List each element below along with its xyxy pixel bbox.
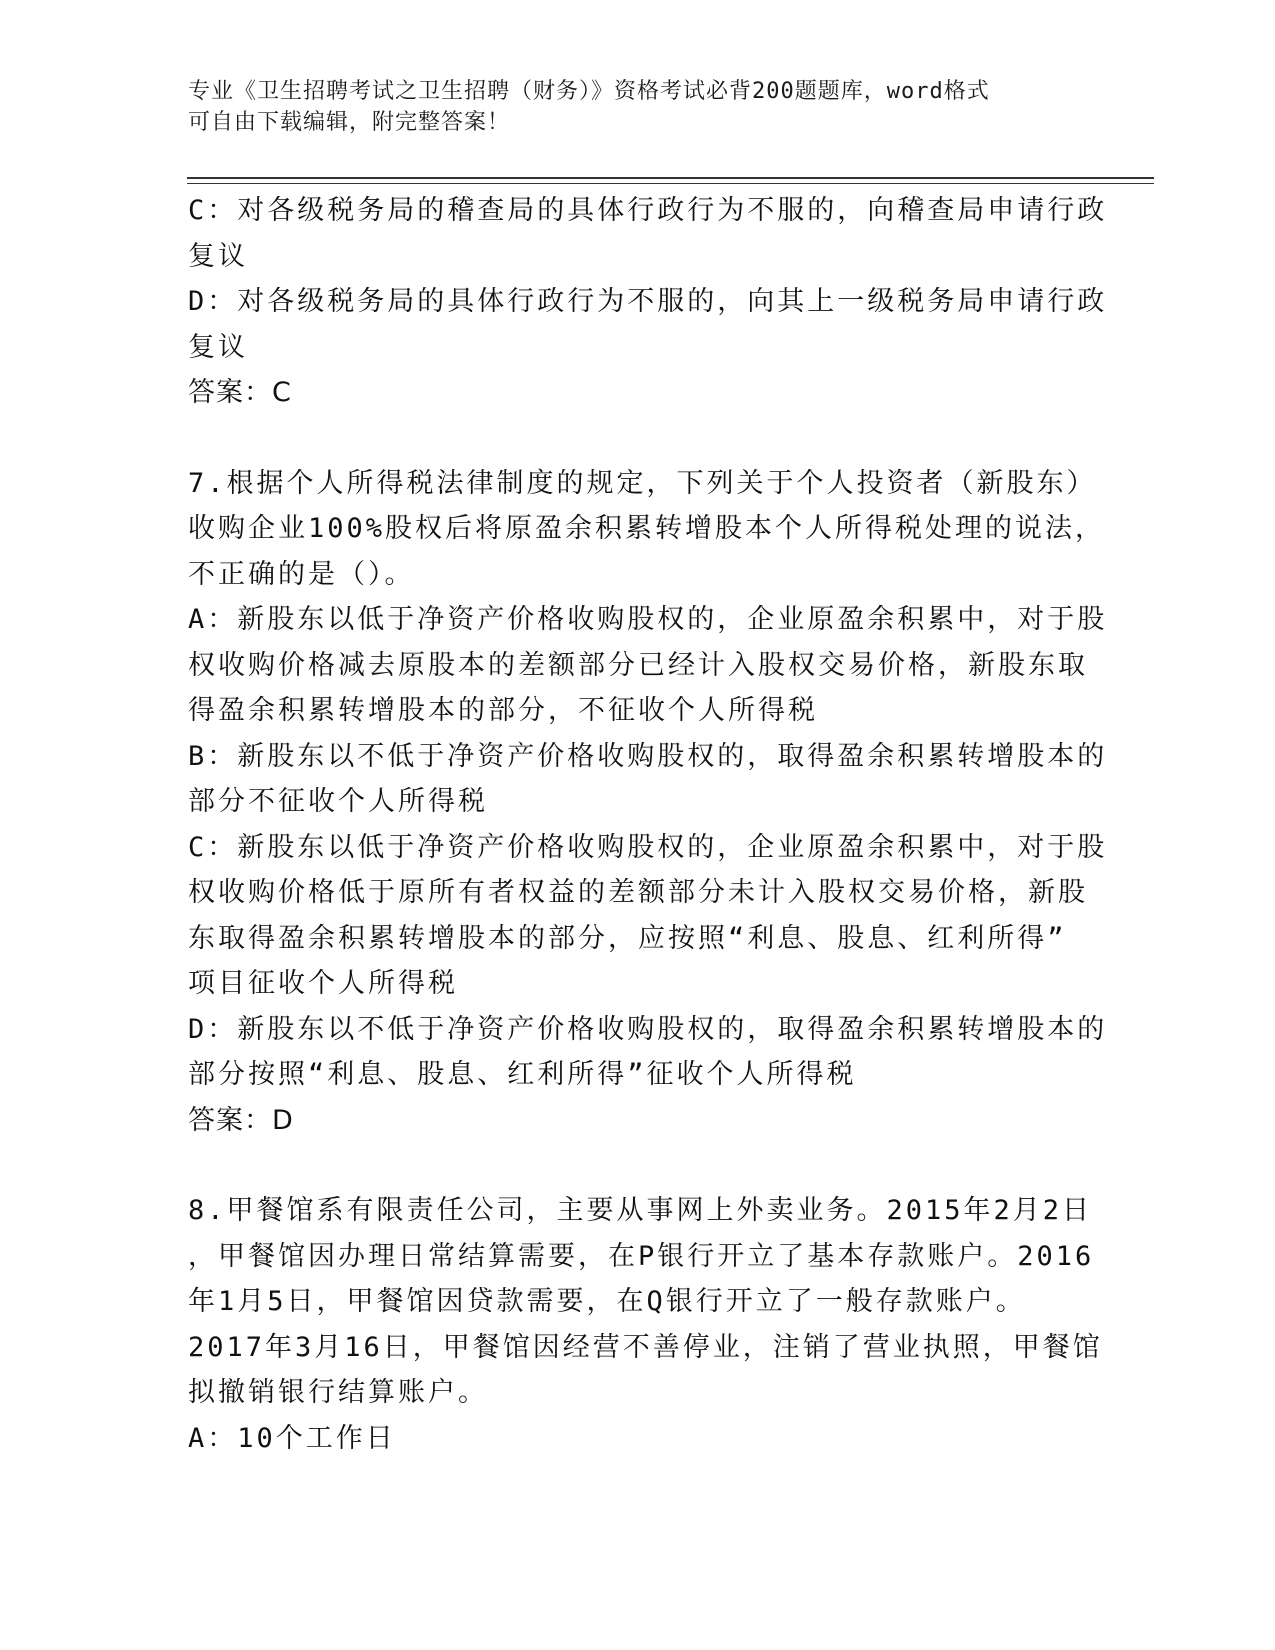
q7-option-c-line-1: C：新股东以低于净资产价格收购股权的，企业原盈余积累中，对于股 [188,831,1108,863]
q7-option-d-line-1: D：新股东以不低于净资产价格收购股权的，取得盈余积累转增股本的 [188,1013,1108,1045]
header-title-line-1: 专业《卫生招聘考试之卫生招聘（财务）》资格考试必背200题题库，word格式 [188,79,990,104]
q7-option-a-line-1: A：新股东以低于净资产价格收购股权的，企业原盈余积累中，对于股 [188,604,1108,635]
q8-option-a-line-1: A：10个工作日 [188,1422,396,1454]
q7-option-c-line-2: 权收购价格低于原所有者权益的差额部分未计入股权交易价格，新股 [188,877,1088,908]
q6-option-d-line-2: 复议 [188,331,248,363]
header-divider-thick [187,177,1154,179]
q8-stem-line-4: 2017年3月16日，甲餐馆因经营不善停业，注销了营业执照，甲餐馆 [188,1331,1103,1363]
q7-option-b-line-1: B：新股东以不低于净资产价格收购股权的，取得盈余积累转增股本的 [188,740,1108,772]
q6-option-c-line-2: 复议 [188,240,248,272]
q6-option-c-line-1: C：对各级税务局的稽查局的具体行政行为不服的，向稽查局申请行政 [188,195,1108,226]
q7-stem-line-3: 不正确的是（）。 [188,558,415,590]
q7-stem-line-2: 收购企业100%股权后将原盈余积累转增股本个人所得税处理的说法， [188,513,1106,544]
q8-stem-line-2: ，甲餐馆因办理日常结算需要，在P银行开立了基本存款账户。2016 [188,1240,1095,1272]
question-6-block [188,188,1108,416]
spacer [188,1143,1088,1188]
spacer [188,416,1088,461]
q6-answer: 答案：C [188,377,292,408]
question-7-block [188,461,1108,1144]
q7-option-a-line-2: 权收购价格减去原股本的差额部分已经计入股权交易价格，新股东取 [188,649,1088,681]
page-header [188,76,1068,138]
q8-stem-line-1: 8.甲餐馆系有限责任公司，主要从事网上外卖业务。2015年2月2日 [188,1195,1093,1226]
question-8-block [188,1188,1103,1461]
q7-option-a-line-3: 得盈余积累转增股本的部分，不征收个人所得税 [188,695,818,726]
q7-option-d-line-2: 部分按照“利息、股息、红利所得”征收个人所得税 [188,1059,857,1090]
document-body [188,188,1108,1461]
q8-stem-line-3: 年1月5日，甲餐馆因贷款需要，在Q银行开立了一般存款账户。 [188,1286,1026,1317]
q6-option-d-line-1: D：对各级税务局的具体行政行为不服的，向其上一级税务局申请行政 [188,286,1108,317]
header-divider-thin [187,183,1154,184]
q8-stem-line-5: 拟撤销银行结算账户。 [188,1377,488,1408]
q7-stem-line-1: 7.根据个人所得税法律制度的规定，下列关于个人投资者（新股东） [188,467,1097,499]
q7-answer: 答案：D [188,1104,294,1136]
header-title-line-2: 可自由下载编辑，附完整答案！ [188,110,511,135]
q7-option-c-line-4: 项目征收个人所得税 [188,968,458,999]
q7-option-c-line-3: 东取得盈余积累转增股本的部分，应按照“利息、股息、红利所得” [188,922,1067,954]
q7-option-b-line-2: 部分不征收个人所得税 [188,786,488,817]
